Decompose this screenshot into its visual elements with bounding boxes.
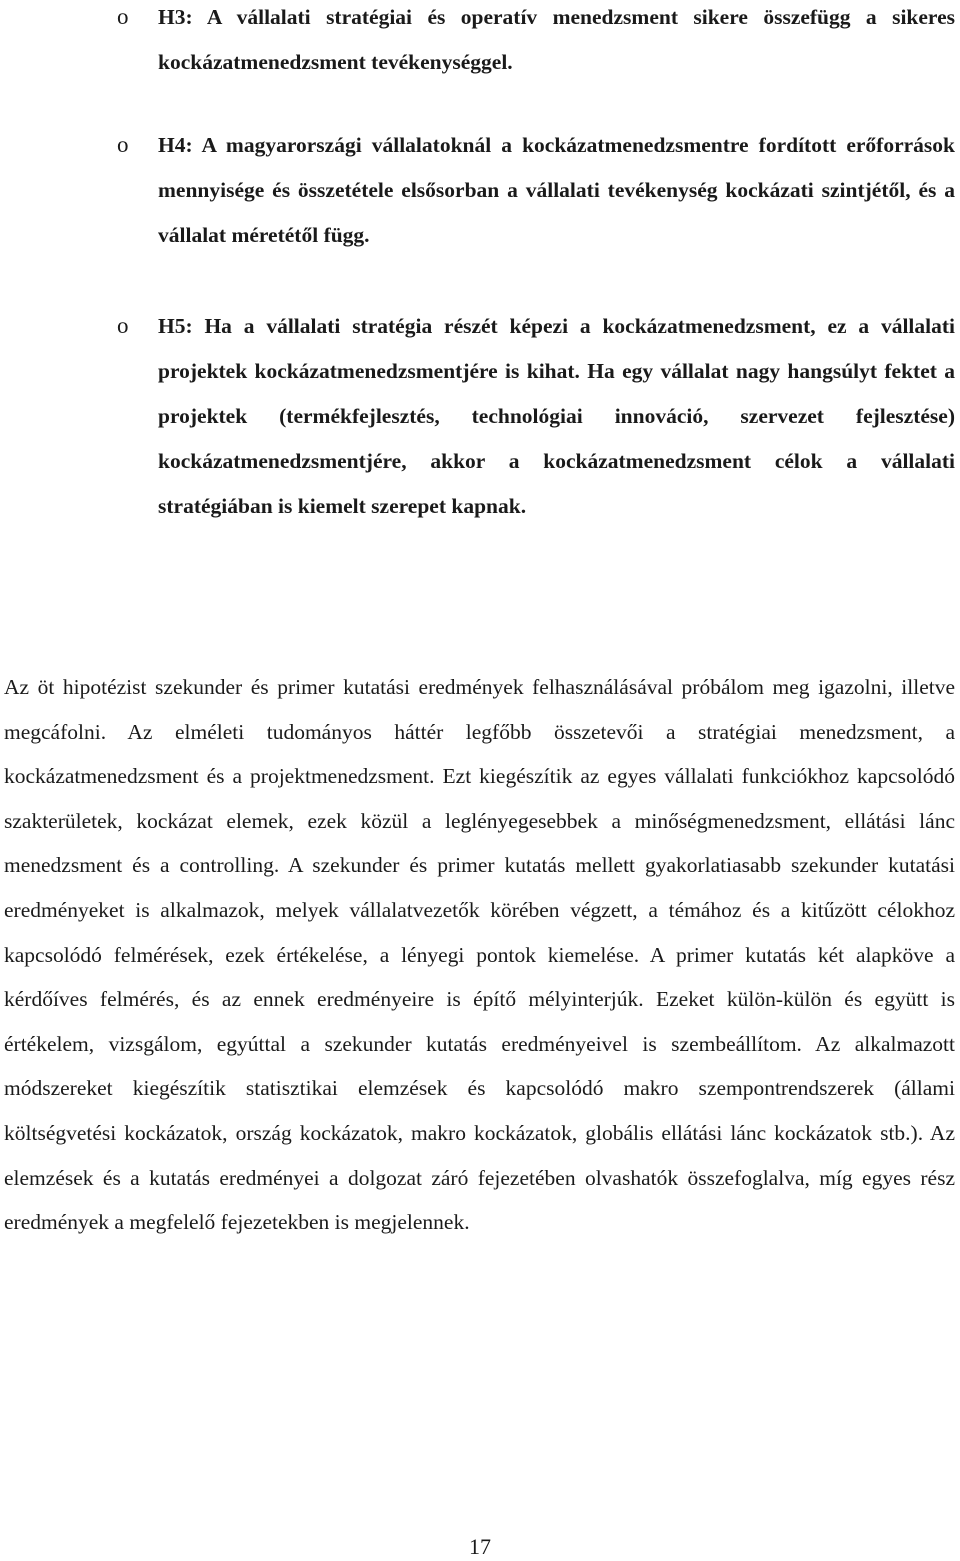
hypothesis-text: H5: Ha a vállalati stratégia részét képezi a kockázatmenedzsment, ez a vállalati projektek kockázatmenedzsmentjére is kihat. Ha egy vállalat nagy hangsúlyt fektet a projektek (termékfejlesztés, technológiai innováció, szervezet fejlesztése) kockázatmenedzsmentjére, akkor a kockázatmenedzsment célok a vállalati stratégiában is kiemelt szerepet kapnak. xyxy=(158,314,955,518)
hypothesis-text: H4: A magyarországi vállalatoknál a kockázatmenedzsmentre fordított erőforrások mennyisége és összetétele elsősorban a vállalati tevékenység kockázati szintjétől, és a vállalat méretétől függ. xyxy=(158,133,955,247)
hypothesis-text: H3: A vállalati stratégiai és operatív menedzsment sikere összefügg a sikeres kockázatmenedzsment tevékenységgel. xyxy=(158,5,955,74)
body-paragraph: Az öt hipotézist szekunder és primer kutatási eredmények felhasználásával próbálom meg igazolni, illetve megcáfolni. Az elméleti tudományos háttér legfőbb összetevői a stratégiai menedzsment, a kockázatmenedzsment és a projektmenedzsment. Ezt kiegészítik az egyes vállalati funkciókhoz kapcsolódó szakterületek, kockázat elemek, ezek közül a leglényegesebbek a minőségmenedzsment, ellátási lánc menedzsment és a controlling. A szekunder és primer kutatás mellett gyakorlatiasabb szekunder kutatási eredményeket is alkalmazok, melyek vállalatvezetők körében végzett, a témához és a kitűzött célokhoz kapcsolódó felmérések, ezek értékelése, a lényegi pontok kiemelése. A primer kutatás két alapköve a kérdőíves felmérés, és az ennek eredményeire is építő mélyinterjúk. Ezeket külön-külön és együtt is értékelem, vizsgálom, egyúttal a szekunder kutatás eredményeivel is szembeállítom. Az alkalmazott módszereket kiegészítik statisztikai elemzések és kapcsolódó makro szempontrendszerek (állami költségvetési kockázatok, ország kockázatok, makro kockázatok, globális ellátási lánc kockázatok stb.). Az elemzések és a kutatás eredményei a dolgozat záró fejezetében olvashatók összefoglalva, míg egyes rész eredmények a megfelelő fejezetekben is megjelennek. xyxy=(4,675,955,1235)
page-number: 17 xyxy=(469,1534,491,1559)
bullet-marker: o xyxy=(117,132,129,157)
bullet-marker: o xyxy=(117,4,129,29)
bullet-marker: o xyxy=(117,313,129,338)
